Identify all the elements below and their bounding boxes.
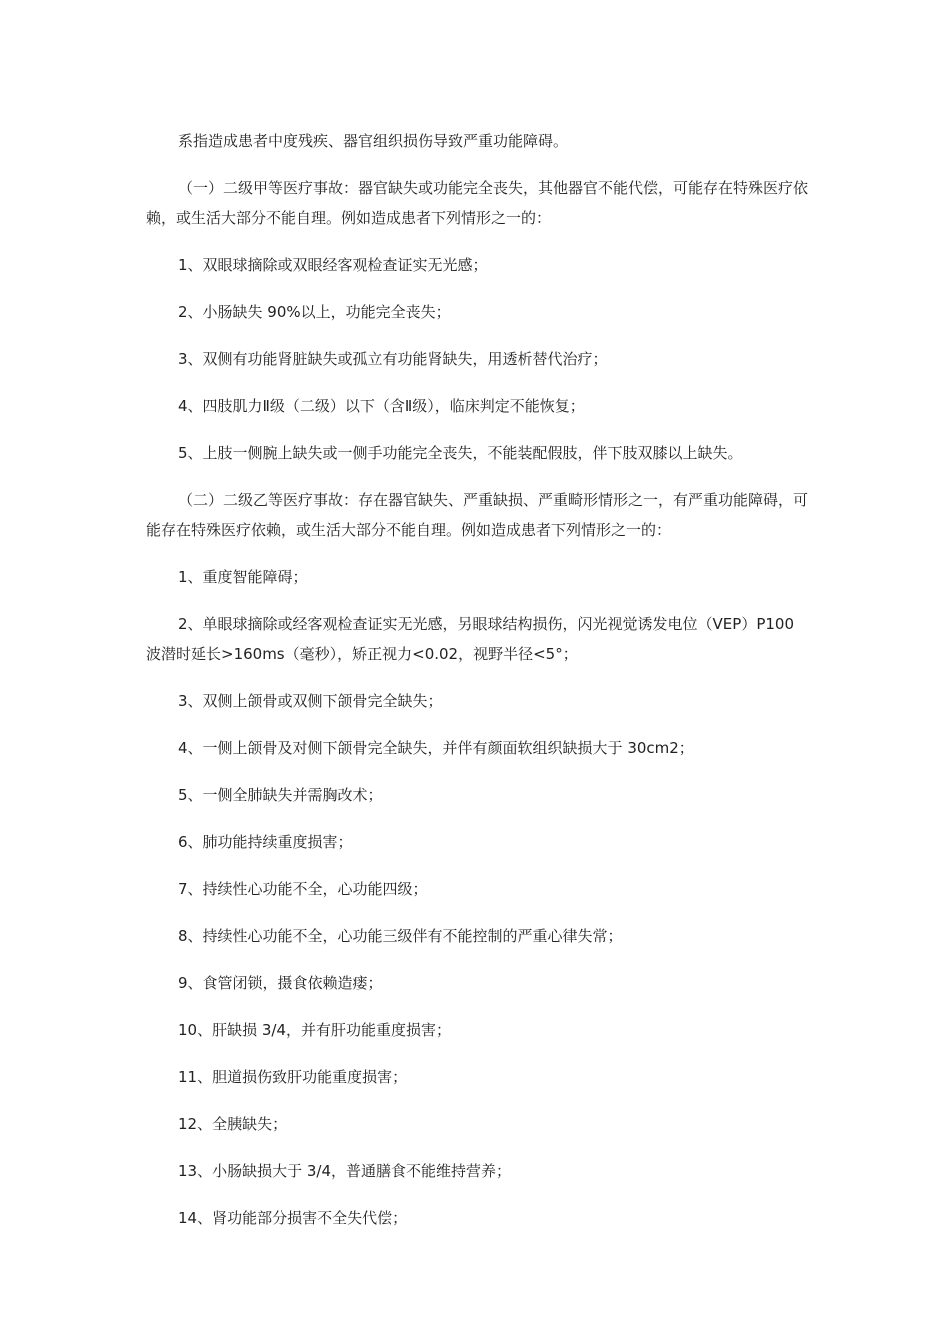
list-item: 3、双侧上颌骨或双侧下颌骨完全缺失； <box>178 692 443 710</box>
list-item: 12、全胰缺失； <box>178 1115 288 1133</box>
list-item: 4、一侧上颌骨及对侧下颌骨完全缺失，并伴有颜面软组织缺损大于 30cm2； <box>178 739 694 757</box>
list-item: 2、小肠缺失 90%以上，功能完全丧失； <box>178 303 451 321</box>
list-item: 1、双眼球摘除或双眼经客观检查证实无光感； <box>178 256 488 274</box>
list-item: 13、小肠缺损大于 3/4，普通膳食不能维持营养； <box>178 1162 511 1180</box>
list-item: 10、肝缺损 3/4，并有肝功能重度损害； <box>178 1021 451 1039</box>
list-item: 4、四肢肌力Ⅱ级（二级）以下（含Ⅱ级），临床判定不能恢复； <box>178 397 585 415</box>
list-item: 11、胆道损伤致肝功能重度损害； <box>178 1068 408 1086</box>
intro-paragraph: 系指造成患者中度残疾、器官组织损伤导致严重功能障碍。 <box>178 132 569 150</box>
list-item: 7、持续性心功能不全，心功能四级； <box>178 880 428 898</box>
section-b-heading: （二）二级乙等医疗事故：存在器官缺失、严重缺损、严重畸形情形之一，有严重功能障碍，可能存在特殊医疗依赖，或生活大部分不能自理。例如造成患者下列情形之一的： <box>146 491 809 539</box>
list-item: 5、一侧全肺缺失并需胸改术； <box>178 786 383 804</box>
list-item: 6、肺功能持续重度损害； <box>178 833 353 851</box>
list-item: 1、重度智能障碍； <box>178 568 308 586</box>
list-item: 8、持续性心功能不全，心功能三级伴有不能控制的严重心律失常； <box>178 927 623 945</box>
list-item: 14、肾功能部分损害不全失代偿； <box>178 1209 408 1227</box>
list-item: 9、食管闭锁，摄食依赖造瘘； <box>178 974 383 992</box>
document-body <box>146 126 812 1250</box>
section-a-heading: （一）二级甲等医疗事故：器官缺失或功能完全丧失，其他器官不能代偿，可能存在特殊医疗依赖，或生活大部分不能自理。例如造成患者下列情形之一的： <box>146 179 809 227</box>
list-item: 2、单眼球摘除或经客观检查证实无光感，另眼球结构损伤，闪光视觉诱发电位（VEP）P100 波潜时延长>160ms（毫秒），矫正视力<0.02，视野半径<5°； <box>146 615 795 663</box>
list-item: 3、双侧有功能肾脏缺失或孤立有功能肾缺失，用透析替代治疗； <box>178 350 608 368</box>
list-item: 5、上肢一侧腕上缺失或一侧手功能完全丧失，不能装配假肢，伴下肢双膝以上缺失。 <box>178 444 743 462</box>
